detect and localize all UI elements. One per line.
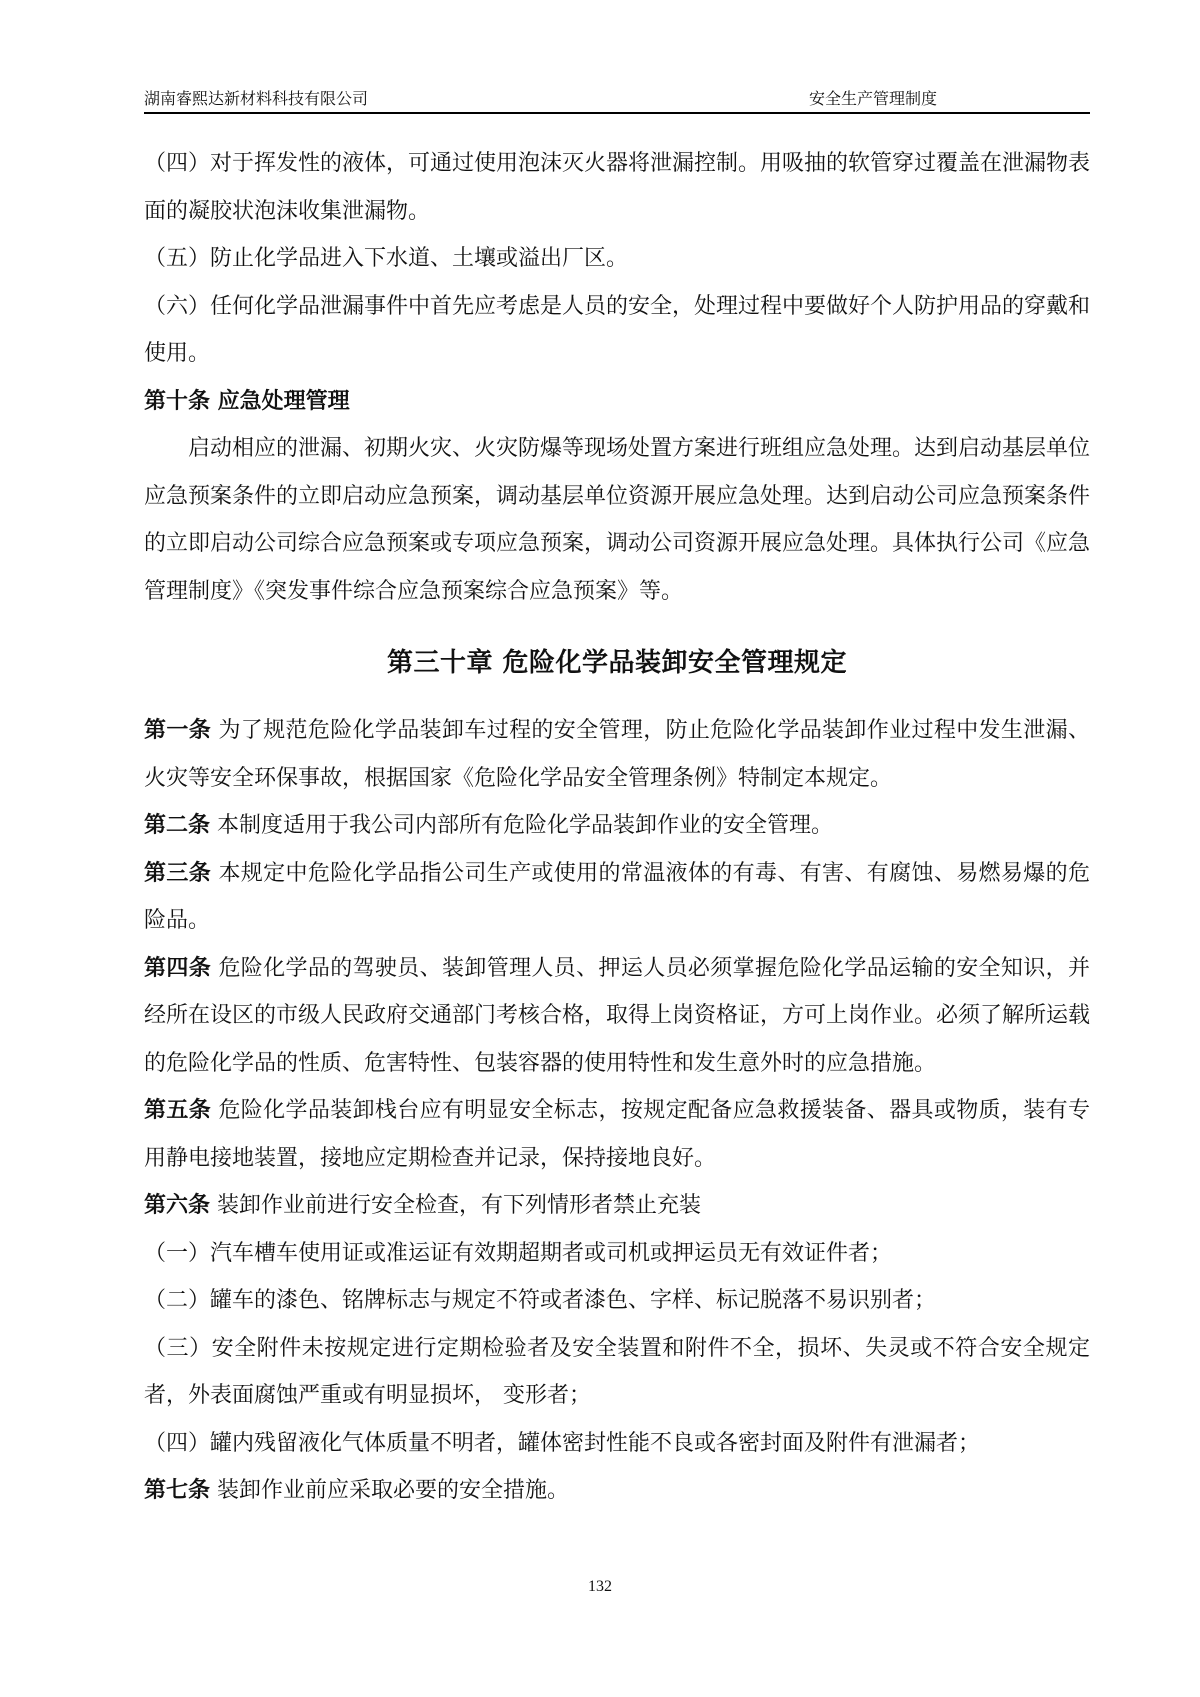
article-2-label: 第二条 — [144, 812, 211, 838]
article-5-label: 第五条 — [144, 1097, 212, 1123]
article-7-text: 装卸作业前应采取必要的安全措施。 — [217, 1478, 570, 1503]
article-2 — [144, 802, 1090, 850]
article-6-item-2: （二）罐车的漆色、铭牌标志与规定不符或者漆色、字样、标记脱落不易识别者； — [144, 1288, 937, 1313]
page-number: 132 — [588, 1578, 612, 1595]
article-10-body: 启动相应的泄漏、初期火灾、火灾防爆等现场处置方案进行班组应急处理。达到启动基层单位应急预案条件的立即启动应急预案，调动基层单位资源开展应急处理。达到启动公司应急预案条件的立即启动公司综合应急预案或专项应急预案，调动公司资源开展应急处理。具体执行公司《应急管理制度》《突发事件综合应急预案综合应急预案》等。 — [144, 436, 1091, 604]
article-7-label: 第七条 — [144, 1477, 211, 1503]
item-five-prevent: （五）防止化学品进入下水道、土壤或溢出厂区。 — [144, 246, 629, 271]
item-six-safety: （六）任何化学品泄漏事件中首先应考虑是人员的安全，处理过程中要做好个人防护用品的穿戴和使用。 — [144, 293, 1091, 366]
article-1-text: 为了规范危险化学品装卸车过程的安全管理，防止危险化学品装卸作业过程中发生泄漏、火灾等安全环保事故，根据国家《危险化学品安全管理条例》特制定本规定。 — [144, 718, 1090, 791]
article-3 — [144, 850, 1090, 945]
article-6 — [144, 1182, 1090, 1230]
header-title: 安全生产管理制度 — [809, 89, 938, 108]
page-header — [144, 82, 1090, 114]
article-6-label: 第六条 — [144, 1192, 211, 1218]
item-four-volatile: （四）对于挥发性的液体，可通过使用泡沫灭火器将泄漏控制。用吸抽的软管穿过覆盖在泄漏物表面的凝胶状泡沫收集泄漏物。 — [144, 151, 1091, 224]
article-4 — [144, 945, 1090, 1088]
document-body — [144, 140, 1090, 1515]
article-6-item-3: （三）安全附件未按规定进行定期检验者及安全装置和附件不全，损坏、失灵或不符合安全规定者，外表面腐蚀严重或有明显损坏， 变形者； — [144, 1335, 1090, 1408]
article-4-label: 第四条 — [144, 954, 212, 981]
article-3-text: 本规定中危险化学品指公司生产或使用的常温液体的有毒、有害、有腐蚀、易燃易爆的危险品。 — [144, 860, 1090, 933]
article-10-heading: 第十条 应急处理管理 — [144, 387, 350, 414]
article-1 — [144, 707, 1090, 802]
article-4-text: 危险化学品的驾驶员、装卸管理人员、押运人员必须掌握危险化学品运输的安全知识，并经所在设区的市级人民政府交通部门考核合格，取得上岗资格证，方可上岗作业。必须了解所运载的危险化学品的性质、危害特性、包装容器的使用特性和发生意外时的应急措施。 — [144, 955, 1091, 1076]
article-5-text: 危险化学品装卸栈台应有明显安全标志，按规定配备应急救援装备、器具或物质，装有专用静电接地装置，接地应定期检查并记录，保持接地良好。 — [144, 1098, 1090, 1171]
header-company: 湖南睿熙达新材料科技有限公司 — [144, 89, 369, 108]
article-6-text: 装卸作业前进行安全检查，有下列情形者禁止充装 — [217, 1193, 702, 1218]
article-3-label: 第三条 — [144, 859, 212, 886]
chapter-title: 第三十章 危险化学品装卸安全管理规定 — [386, 648, 848, 678]
article-5 — [144, 1087, 1090, 1182]
article-7 — [144, 1467, 1090, 1515]
article-6-item-1: （一）汽车槽车使用证或准运证有效期超期者或司机或押运员无有效证件者； — [144, 1240, 893, 1266]
article-1-label: 第一条 — [144, 717, 212, 743]
article-6-item-4: （四）罐内残留液化气体质量不明者，罐体密封性能不良或各密封面及附件有泄漏者； — [144, 1430, 981, 1456]
article-2-text: 本制度适用于我公司内部所有危险化学品装卸作业的安全管理。 — [217, 813, 834, 838]
